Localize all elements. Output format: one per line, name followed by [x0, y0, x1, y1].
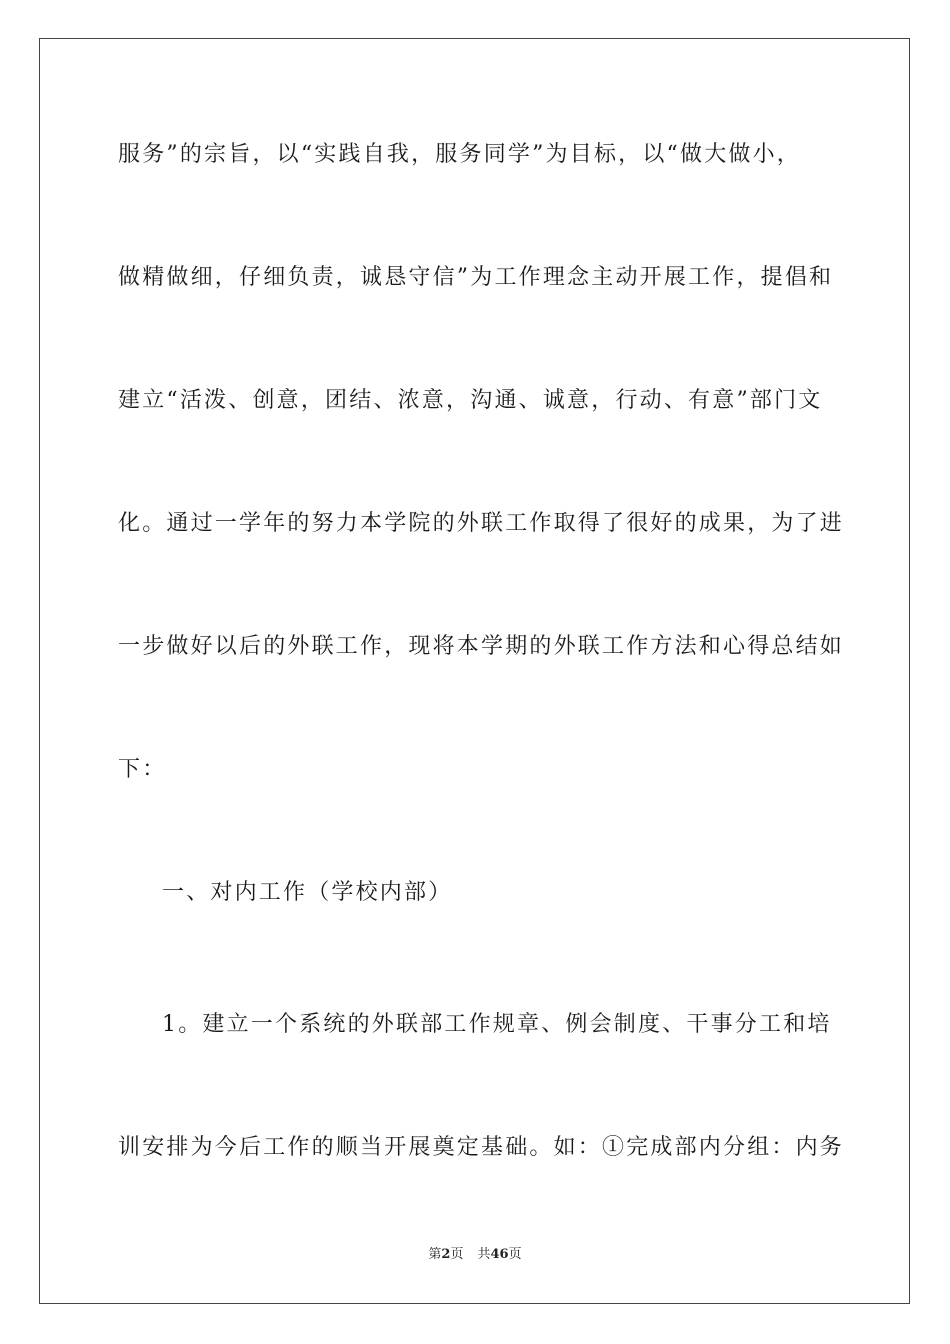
page-number: 2 [441, 1247, 451, 1262]
text-line: 训安排为今后工作的顺当开展奠定基础。如：①完成部内分组：内务 [118, 1135, 845, 1160]
text-line: 下： [118, 757, 167, 782]
total-pages: 46 [490, 1247, 509, 1262]
text-line: 化。通过一学年的努力本学院的外联工作取得了很好的成果，为了进 [118, 511, 845, 536]
text-line: 建立“活泼、创意，团结、浓意，沟通、诚意，行动、有意”部门文 [118, 388, 823, 413]
text-line: 1。建立一个系统的外联部工作规章、例会制度、干事分工和培 [162, 1012, 832, 1037]
section-heading: 一、对内工作（学校内部） [162, 880, 453, 905]
total-prefix: 共 [477, 1247, 491, 1262]
total-suffix: 页 [508, 1247, 522, 1262]
page-footer [0, 1246, 950, 1264]
page-prefix: 第 [428, 1247, 442, 1262]
text-line: 做精做细，仔细负责，诚恳守信”为工作理念主动开展工作，提倡和 [118, 265, 834, 290]
text-line: 服务”的宗旨，以“实践自我，服务同学”为目标，以“做大做小， [118, 142, 801, 167]
page-suffix: 页 [450, 1247, 464, 1262]
page-border [39, 38, 910, 1304]
text-line: 一步做好以后的外联工作，现将本学期的外联工作方法和心得总结如 [118, 634, 845, 659]
